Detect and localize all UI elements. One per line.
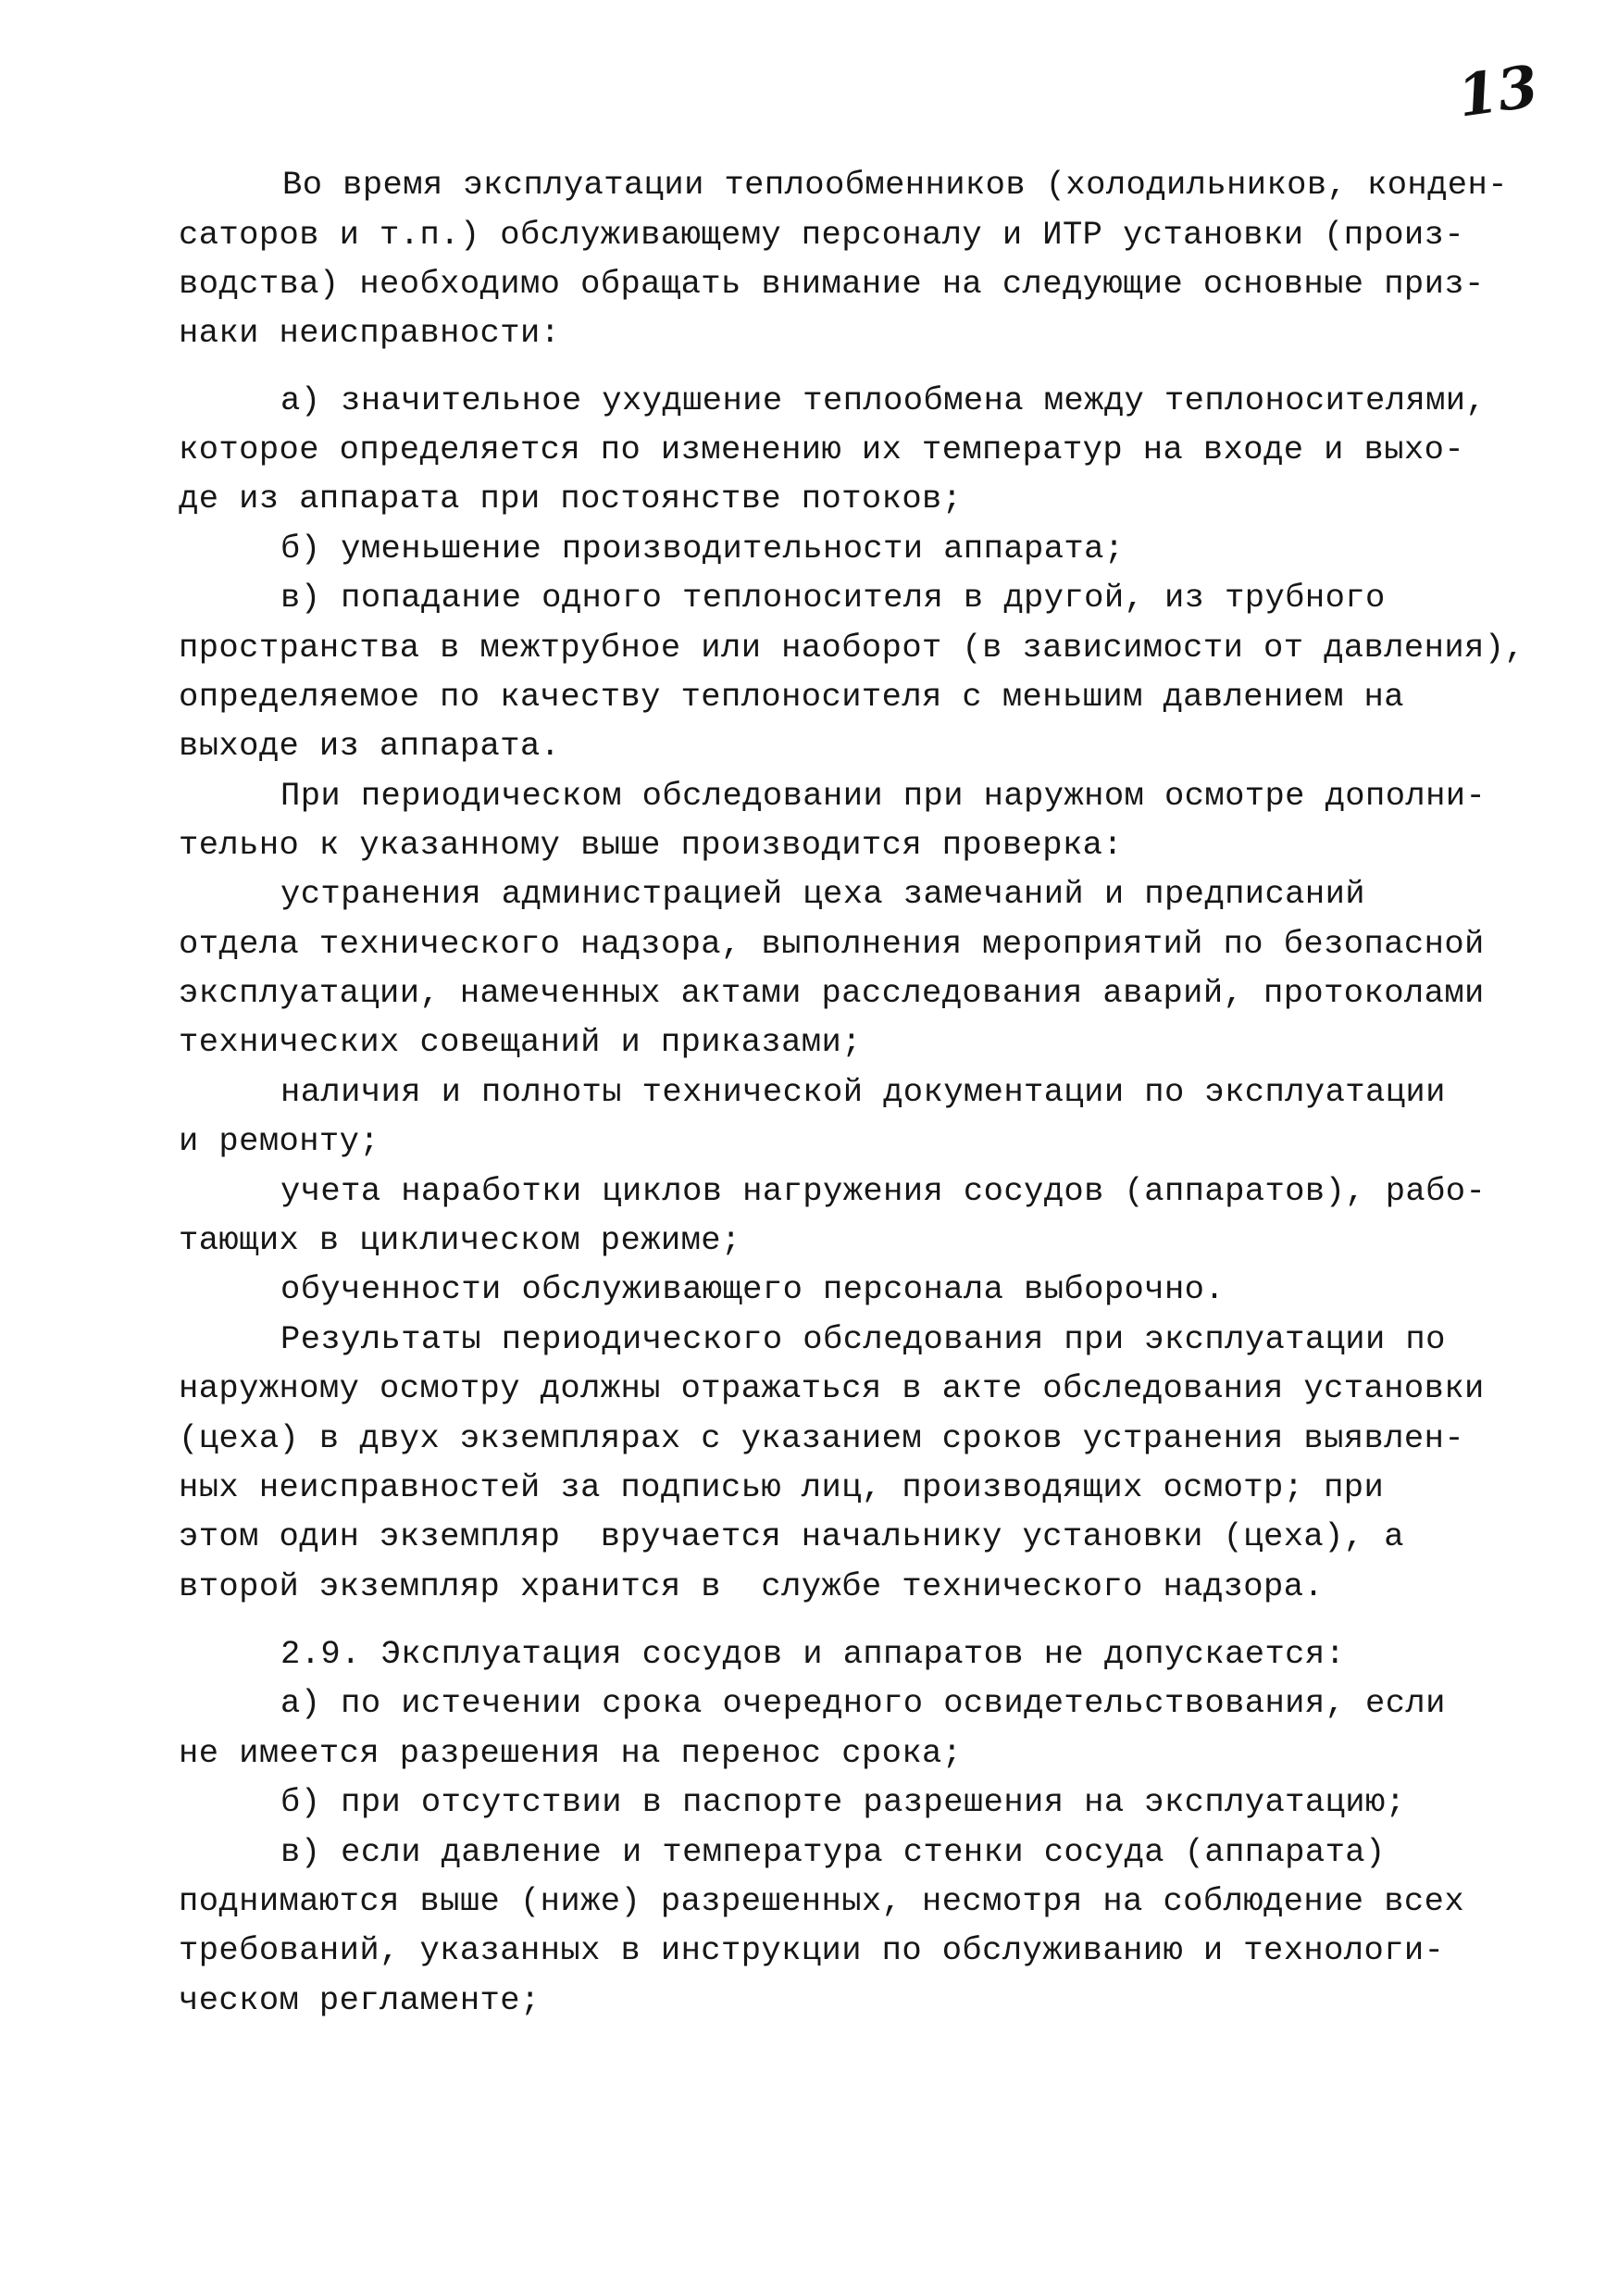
text-line: (цеха) в двух экземплярах с указанием сроков устранения выявлен- bbox=[179, 1419, 1465, 1457]
text-line: а) по истечении срока очередного освидетельствования, если bbox=[280, 1684, 1446, 1722]
text-line: которое определяется по изменению их температур на входе и выхо- bbox=[179, 430, 1465, 468]
text-line: саторов и т.п.) обслуживающему персоналу и ИТР установки (произ- bbox=[179, 216, 1465, 254]
text-line: а) значительное ухудшение теплообмена между теплоносителями, bbox=[280, 381, 1487, 419]
text-line: отдела технического надзора, выполнения мероприятий по безопасной bbox=[179, 925, 1485, 963]
section-heading: 2.9. Эксплуатация сосудов и аппаратов не допускается: bbox=[280, 1635, 1346, 1673]
text-line: Результаты периодического обследования при эксплуатации по bbox=[280, 1320, 1446, 1358]
text-line: наки неисправности: bbox=[179, 314, 561, 352]
text-line: технических совещаний и приказами; bbox=[179, 1023, 862, 1061]
text-line: обученности обслуживающего персонала выборочно. bbox=[280, 1270, 1226, 1308]
text-line: определяемое по качеству теплоносителя с меньшим давлением на bbox=[179, 678, 1404, 716]
text-line: в) если давление и температура стенки сосуда (аппарата) bbox=[280, 1833, 1386, 1871]
text-line: и ремонту; bbox=[179, 1122, 380, 1160]
text-line: устранения администрацией цеха замечаний и предписаний bbox=[280, 875, 1365, 913]
text-line: в) попадание одного теплоносителя в другой, из трубного bbox=[280, 579, 1386, 617]
text-line: водства) необходимо обращать внимание на следующие основные приз- bbox=[179, 265, 1485, 303]
text-line: наличия и полноты технической документации по эксплуатации bbox=[280, 1073, 1446, 1111]
text-line: не имеется разрешения на перенос срока; bbox=[179, 1734, 963, 1772]
text-line: второй экземпляр хранится в службе технического надзора. bbox=[179, 1567, 1325, 1605]
text-line: учета наработки циклов нагружения сосудов (аппаратов), рабо- bbox=[280, 1172, 1487, 1210]
text-line: ческом регламенте; bbox=[179, 1981, 541, 2019]
text-line: ных неисправностей за подписью лиц, производящих осмотр; при bbox=[179, 1468, 1385, 1506]
text-line: наружному осмотру должны отражаться в акте обследования установки bbox=[179, 1369, 1485, 1407]
text-line: требований, указанных в инструкции по обслуживанию и технологи- bbox=[179, 1931, 1445, 1969]
text-line: Во время эксплуатации теплообменников (холодильников, конден- bbox=[282, 166, 1508, 204]
text-line: поднимаются выше (ниже) разрешенных, несмотря на соблюдение всех bbox=[179, 1882, 1465, 1920]
text-line: б) при отсутствии в паспорте разрешения на эксплуатацию; bbox=[280, 1783, 1406, 1821]
text-line: б) уменьшение производительности аппарата; bbox=[280, 530, 1125, 568]
page-number: 13 bbox=[1453, 52, 1542, 131]
text-line: выходе из аппарата. bbox=[179, 727, 561, 765]
text-line: пространства в межтрубное или наоборот (в зависимости от давления), bbox=[179, 629, 1525, 667]
text-line: При периодическом обследовании при наружном осмотре дополни- bbox=[280, 777, 1487, 815]
text-line: тающих в циклическом режиме; bbox=[179, 1221, 741, 1259]
text-line: эксплуатации, намеченных актами расследования аварий, протоколами bbox=[179, 974, 1485, 1012]
text-line: тельно к указанному выше производится проверка: bbox=[179, 826, 1124, 864]
text-line: этом один экземпляр вручается начальнику установки (цеха), а bbox=[179, 1517, 1404, 1555]
text-line: де из аппарата при постоянстве потоков; bbox=[179, 480, 963, 518]
